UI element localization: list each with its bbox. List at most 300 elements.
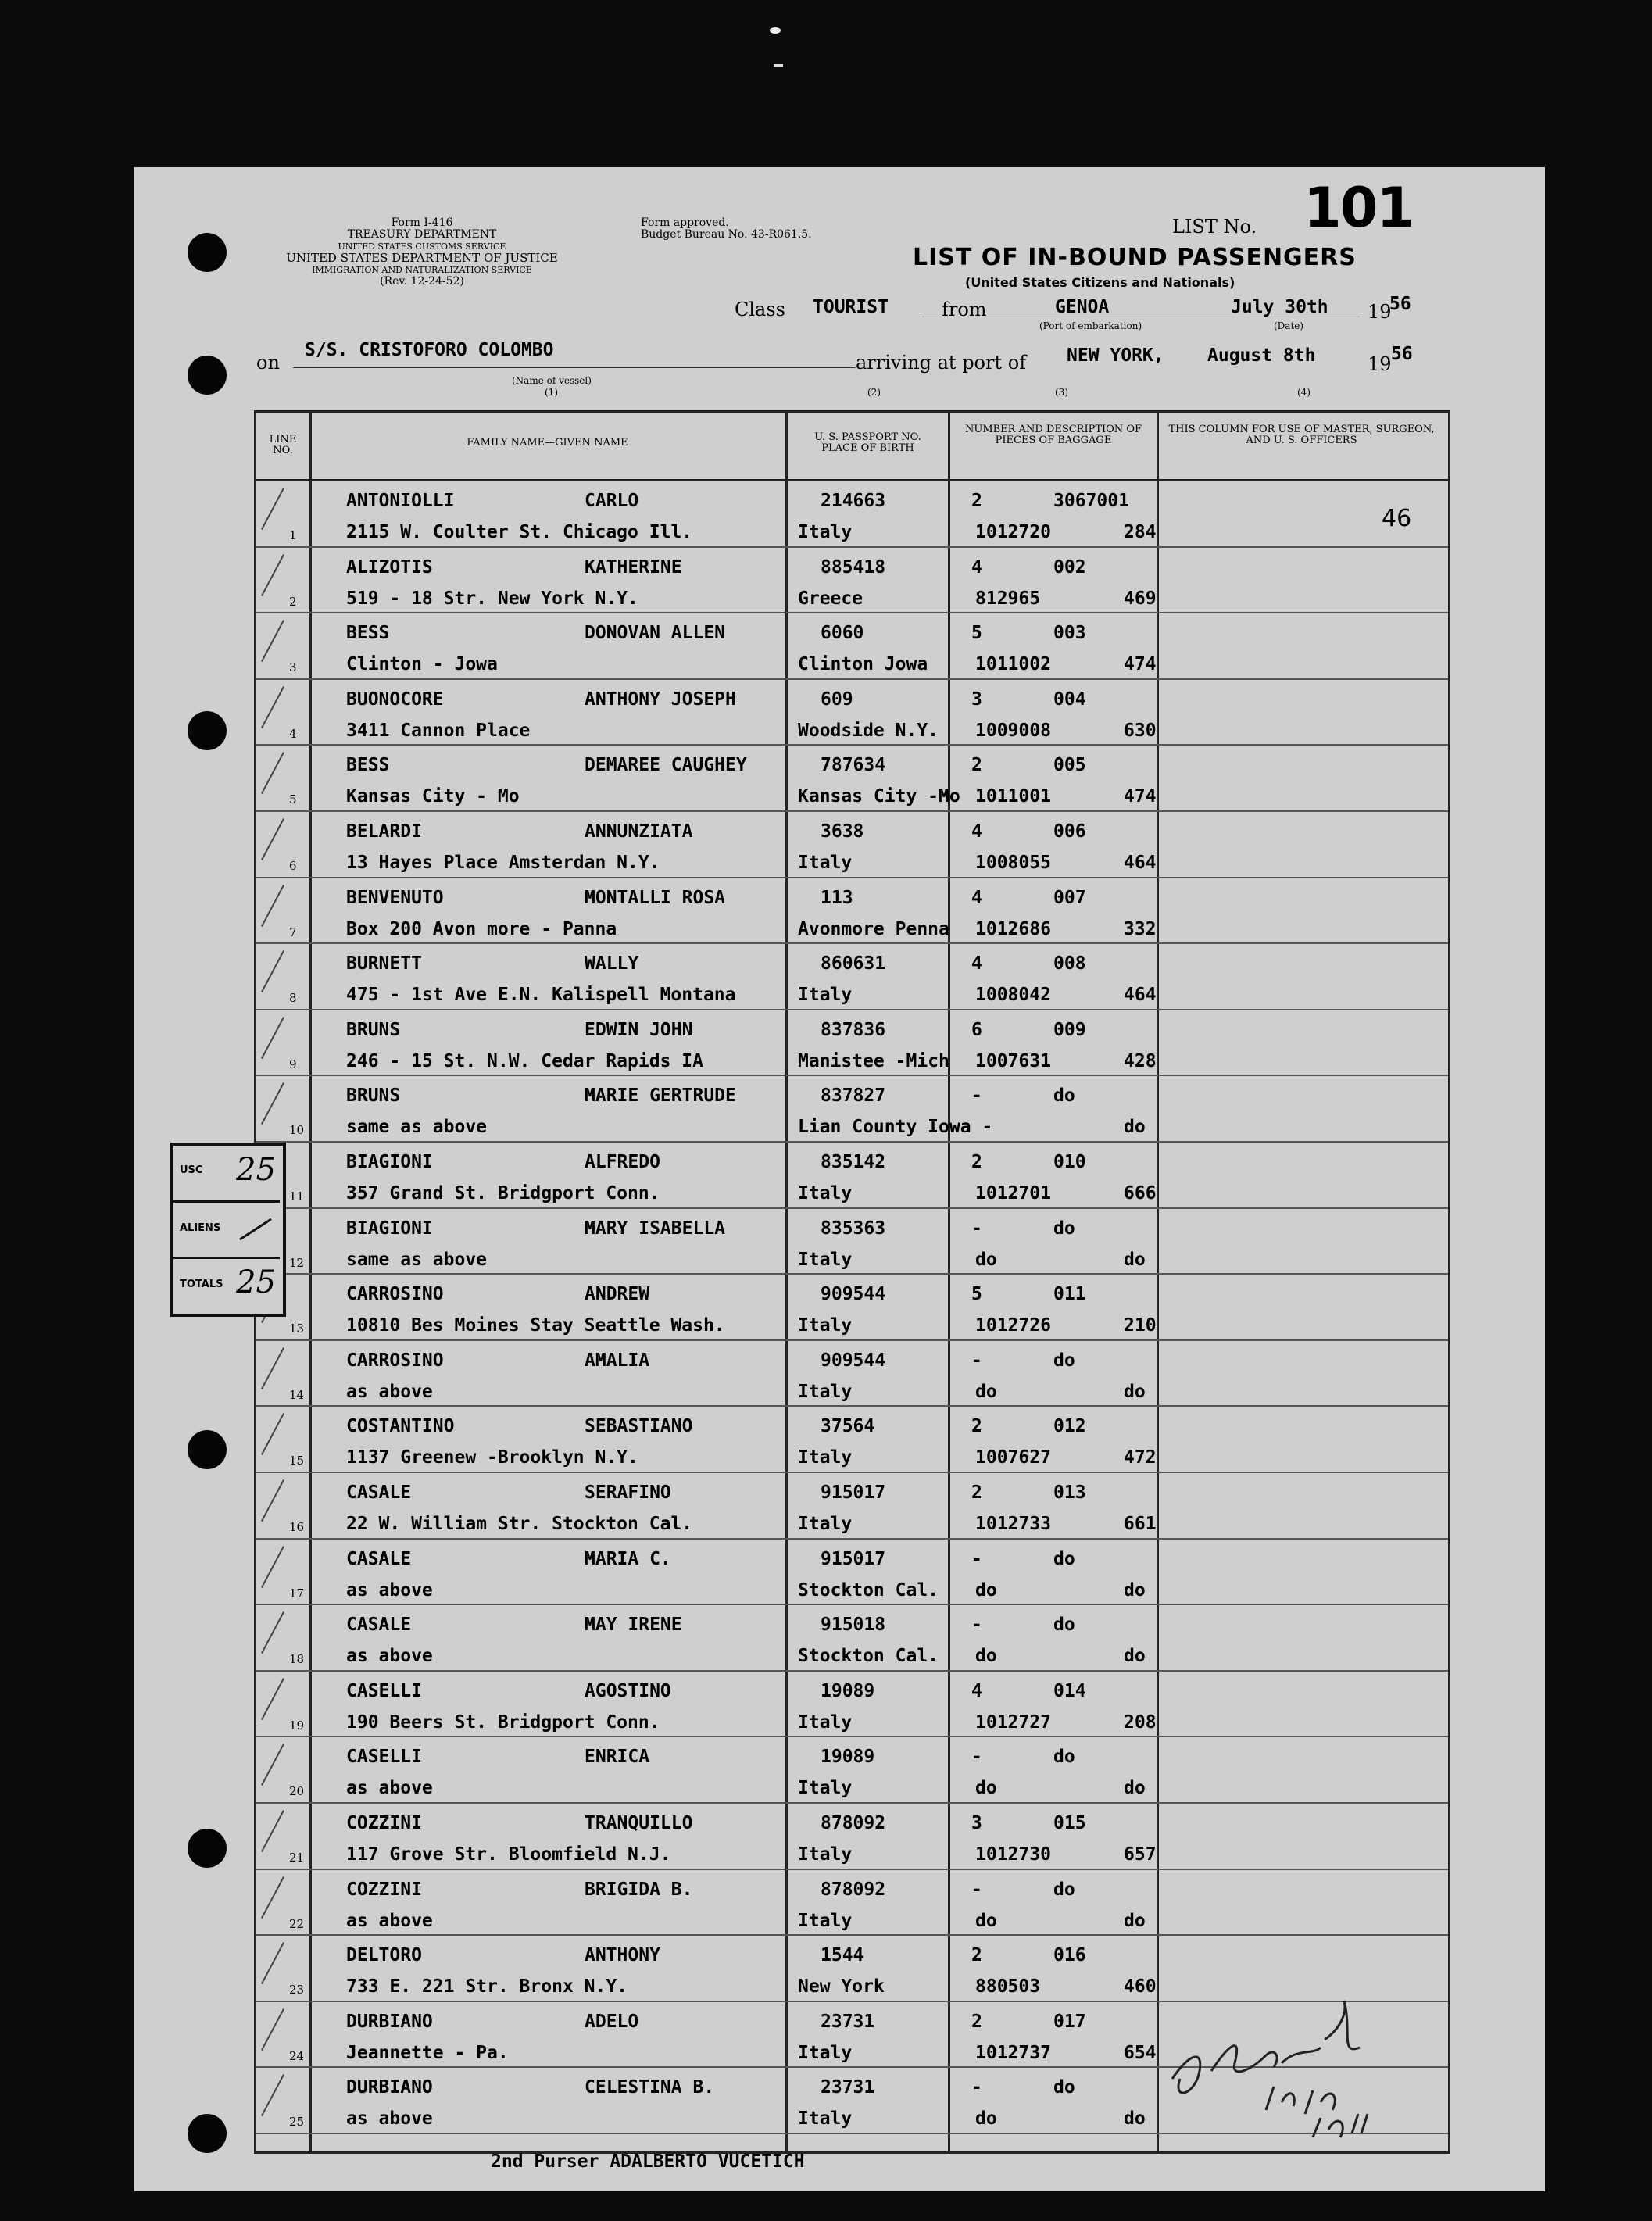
passport-number: 837836: [821, 1019, 886, 1040]
from-label: from: [942, 299, 987, 320]
baggage-desc-1: 015: [1053, 1813, 1086, 1833]
baggage-pieces: -: [971, 1747, 982, 1768]
baggage-desc-2: do: [975, 1778, 997, 1799]
given-name: CELESTINA B.: [585, 2077, 715, 2098]
family-name: BRUNS: [346, 1085, 401, 1107]
baggage-desc-3: do: [1124, 1117, 1146, 1138]
date-caption: (Date): [1274, 320, 1304, 331]
table-row: [256, 746, 1448, 811]
address: 246 - 15 St. N.W. Cedar Rapids IA: [346, 1050, 703, 1071]
check-mark: [261, 1082, 284, 1125]
line-number: 6: [289, 859, 297, 873]
family-name: CASELLI: [346, 1680, 422, 1701]
line-number: 22: [289, 1916, 305, 1931]
line-number: 7: [289, 925, 297, 939]
address: same as above: [346, 1117, 488, 1138]
baggage-desc-3: do: [1124, 1381, 1146, 1402]
baggage-desc-2: 1007627: [975, 1447, 1051, 1468]
address: as above: [346, 1778, 433, 1799]
arrival-date: August 8th: [1207, 345, 1316, 366]
stamp-totals-label: TOTALS: [180, 1279, 223, 1290]
customs-service: UNITED STATES CUSTOMS SERVICE: [338, 241, 506, 252]
family-name: BELARDI: [346, 821, 422, 842]
officer-note: 46: [1382, 505, 1412, 532]
form-dept-block: [254, 217, 590, 288]
baggage-pieces: -: [971, 1615, 982, 1636]
arrival-year: 56: [1391, 344, 1413, 364]
place-of-birth: Clinton Jowa: [798, 654, 928, 675]
passport-number: 835142: [821, 1152, 886, 1172]
family-name: BENVENUTO: [346, 887, 444, 908]
family-name: BIAGIONI: [346, 1152, 433, 1172]
check-mark: [261, 620, 284, 662]
address: as above: [346, 1381, 433, 1402]
col-header-line: LINE NO.: [269, 434, 297, 456]
table-row: [256, 1605, 1448, 1671]
baggage-desc-3: 332: [1124, 918, 1157, 939]
address: 10810 Bes Moines Stay Seattle Wash.: [346, 1315, 725, 1336]
table-row: [256, 1473, 1448, 1539]
family-name: DURBIANO: [346, 2077, 433, 2098]
baggage-desc-1: 012: [1053, 1416, 1086, 1437]
year-prefix: 19: [1368, 301, 1392, 323]
baggage-pieces: -: [971, 2077, 982, 2098]
family-name: CASALE: [346, 1482, 412, 1503]
baggage-desc-1: do: [1053, 1548, 1075, 1569]
check-mark: [261, 1546, 284, 1588]
family-name: CASELLI: [346, 1747, 422, 1768]
check-mark: [261, 554, 284, 596]
line-number: 2: [289, 594, 297, 609]
given-name: CARLO: [585, 491, 639, 511]
table-row: [256, 1407, 1448, 1472]
passport-number: 909544: [821, 1284, 886, 1305]
line-number: 8: [289, 991, 297, 1006]
table-row: [256, 1737, 1448, 1803]
given-name: SERAFINO: [585, 1482, 671, 1503]
baggage-desc-3: 284: [1124, 522, 1157, 542]
given-name: ANTHONY JOSEPH: [585, 688, 736, 710]
baggage-pieces: -: [971, 1218, 982, 1239]
check-mark: [261, 885, 284, 927]
baggage-pieces: 2: [971, 1945, 982, 1966]
budget-bureau: Budget Bureau No. 43-R061.5.: [641, 228, 812, 241]
place-of-birth: Italy: [798, 1711, 853, 1733]
baggage-desc-1: 016: [1053, 1945, 1086, 1966]
place-of-birth: Italy: [798, 1183, 853, 1203]
address: 475 - 1st Ave E.N. Kalispell Montana: [346, 985, 736, 1006]
check-mark: [261, 1611, 284, 1654]
place-of-birth: Woodside N.Y.: [798, 720, 939, 741]
passport-number: 3638: [821, 821, 864, 842]
baggage-desc-1: 014: [1053, 1680, 1086, 1701]
place-of-birth: Italy: [798, 1844, 853, 1865]
baggage-pieces: 4: [971, 556, 982, 578]
baggage-desc-3: do: [1124, 1778, 1146, 1799]
baggage-desc-2: 1008055: [975, 853, 1051, 873]
col-num-3: (3): [1055, 387, 1068, 398]
punch-hole: [188, 356, 227, 395]
place-of-birth: Italy: [798, 853, 853, 873]
class-value: TOURIST: [813, 297, 889, 317]
line-number: 20: [289, 1784, 305, 1799]
passport-number: 878092: [821, 1813, 886, 1833]
passport-number: 860631: [821, 953, 886, 975]
punch-hole: [188, 2114, 227, 2153]
check-mark: [261, 1479, 284, 1522]
family-name: ANTONIOLLI: [346, 491, 455, 511]
table-row: [256, 1540, 1448, 1605]
passport-number: 214663: [821, 491, 886, 511]
table-row: [256, 1870, 1448, 1936]
baggage-desc-2: 1012701: [975, 1183, 1051, 1203]
passport-number: 915017: [821, 1482, 886, 1503]
passport-number: 1544: [821, 1945, 864, 1966]
baggage-desc-2: 812965: [975, 588, 1041, 609]
arrival-port: NEW YORK,: [1067, 345, 1164, 366]
address: 22 W. William Str. Stockton Cal.: [346, 1514, 693, 1534]
inspector-signature: [1157, 1985, 1414, 2141]
col-num-2: (2): [867, 387, 881, 398]
passport-number: 787634: [821, 755, 886, 776]
punch-hole: [188, 233, 227, 272]
line-number: 21: [289, 1851, 305, 1865]
passport-number: 909544: [821, 1350, 886, 1371]
line-number: 1: [289, 528, 297, 542]
place-of-birth: New York: [798, 1976, 885, 1997]
check-mark: [261, 1942, 284, 1984]
justice-dept: UNITED STATES DEPARTMENT OF JUSTICE: [286, 251, 558, 265]
stamp-totals-row: [173, 1258, 280, 1313]
family-name: BIAGIONI: [346, 1218, 433, 1239]
given-name: MONTALLI ROSA: [585, 887, 726, 908]
vessel-underline: [293, 367, 856, 368]
baggage-desc-1: 006: [1053, 821, 1086, 842]
check-mark: [261, 2008, 284, 2051]
address: 733 E. 221 Str. Bronx N.Y.: [346, 1976, 628, 1997]
baggage-desc-2: do: [975, 1249, 997, 1270]
year-value: 56: [1389, 294, 1411, 314]
line-number: 4: [289, 726, 297, 741]
passport-number: 23731: [821, 2011, 875, 2032]
baggage-pieces: 4: [971, 887, 982, 908]
given-name: SEBASTIANO: [585, 1416, 693, 1437]
address: Kansas City - Mo: [346, 786, 520, 807]
baggage-pieces: -: [971, 1879, 982, 1900]
family-name: COSTANTINO: [346, 1416, 455, 1437]
check-mark: [261, 1017, 284, 1059]
baggage-desc-3: do: [1124, 1579, 1146, 1600]
document-title: LIST OF IN-BOUND PASSENGERS: [913, 244, 1357, 271]
baggage-desc-2: 1007631: [975, 1050, 1051, 1071]
check-mark: [261, 1678, 284, 1720]
place-of-birth: Italy: [798, 1315, 853, 1336]
given-name: TRANQUILLO: [585, 1813, 693, 1833]
given-name: DEMAREE CAUGHEY: [585, 755, 747, 776]
baggage-desc-2: 1012727: [975, 1711, 1051, 1733]
baggage-desc-1: 010: [1053, 1152, 1086, 1172]
baggage-desc-2: 1012686: [975, 918, 1051, 939]
line-number: 10: [289, 1123, 305, 1138]
passport-number: 113: [821, 887, 853, 908]
baggage-desc-2: 1008042: [975, 985, 1051, 1006]
baggage-pieces: 3: [971, 688, 982, 710]
baggage-desc-1: 005: [1053, 755, 1086, 776]
given-name: ENRICA: [585, 1747, 650, 1768]
stamp-usc-value: 25: [236, 1152, 276, 1188]
place-of-birth: Manistee -Mich: [798, 1050, 949, 1071]
address: as above: [346, 1910, 433, 1931]
col-header-passport: U. S. PASSPORT NO. PLACE OF BIRTH: [814, 431, 921, 454]
check-mark: [261, 686, 284, 728]
baggage-pieces: 2: [971, 1482, 982, 1503]
baggage-desc-3: 460: [1124, 1976, 1157, 1997]
baggage-desc-2: do: [975, 1910, 997, 1931]
baggage-desc-3: 474: [1124, 786, 1157, 807]
line-number: 5: [289, 792, 297, 807]
address: Clinton - Jowa: [346, 654, 498, 675]
table-row: [256, 1010, 1448, 1076]
place-of-birth: Italy: [798, 1249, 853, 1270]
baggage-pieces: 2: [971, 755, 982, 776]
table-row: [256, 1076, 1448, 1142]
baggage-desc-2: 1012720: [975, 522, 1051, 542]
line-number: 14: [289, 1387, 305, 1402]
col-num-4: (4): [1297, 387, 1311, 398]
totals-stamp: [170, 1143, 286, 1317]
on-label: on: [256, 352, 280, 374]
given-name: ANDREW: [585, 1284, 650, 1305]
baggage-desc-3: 208: [1124, 1711, 1157, 1733]
given-name: ADELO: [585, 2011, 639, 2032]
col-header-baggage: NUMBER AND DESCRIPTION OF PIECES OF BAGGAGE: [964, 424, 1142, 446]
address: Jeannette - Pa.: [346, 2042, 509, 2063]
table-row: [256, 680, 1448, 746]
family-name: CARROSINO: [346, 1284, 444, 1305]
baggage-pieces: 3: [971, 1813, 982, 1833]
place-of-birth: Italy: [798, 2042, 853, 2063]
baggage-pieces: -: [971, 1085, 982, 1107]
given-name: ANNUNZIATA: [585, 821, 693, 842]
address: Box 200 Avon more - Panna: [346, 918, 617, 939]
family-name: DURBIANO: [346, 2011, 433, 2032]
baggage-desc-1: 003: [1053, 623, 1086, 644]
passport-number: 837827: [821, 1085, 886, 1107]
baggage-desc-1: do: [1053, 1747, 1075, 1768]
treasury-dept: TREASURY DEPARTMENT: [347, 228, 497, 241]
baggage-desc-1: do: [1053, 1218, 1075, 1239]
baggage-desc-3: 666: [1124, 1183, 1157, 1203]
family-name: ALIZOTIS: [346, 556, 433, 578]
table-row: [256, 613, 1448, 679]
baggage-desc-1: 013: [1053, 1482, 1086, 1503]
line-number: 9: [289, 1057, 297, 1071]
stamp-aliens-label: ALIENS: [180, 1222, 221, 1234]
baggage-pieces: 4: [971, 953, 982, 975]
check-mark: [261, 950, 284, 992]
given-name: MARY ISABELLA: [585, 1218, 726, 1239]
baggage-desc-2: 880503: [975, 1976, 1041, 1997]
baggage-desc-2: 1012730: [975, 1844, 1051, 1865]
table-row: [256, 1672, 1448, 1737]
table-row: [256, 481, 1448, 547]
baggage-desc-1: do: [1053, 1350, 1075, 1371]
baggage-desc-3: 210: [1124, 1315, 1157, 1336]
given-name: MARIE GERTRUDE: [585, 1085, 736, 1107]
place-of-birth: Lian County Iowa -: [798, 1117, 993, 1138]
address: 13 Hayes Place Amsterdan N.Y.: [346, 853, 660, 873]
baggage-desc-3: 472: [1124, 1447, 1157, 1468]
table-row: [256, 944, 1448, 1010]
check-mark: [261, 752, 284, 794]
family-name: DELTORO: [346, 1945, 422, 1966]
place-of-birth: Italy: [798, 1447, 853, 1468]
departure-date: July 30th: [1231, 297, 1328, 317]
baggage-desc-2: 1011002: [975, 654, 1051, 675]
table-row: [256, 812, 1448, 878]
stamp-usc-label: USC: [180, 1164, 203, 1176]
line-number: 3: [289, 660, 297, 675]
baggage-desc-1: 011: [1053, 1284, 1086, 1305]
given-name: AGOSTINO: [585, 1680, 671, 1701]
passport-number: 915017: [821, 1548, 886, 1569]
address: as above: [346, 2108, 433, 2130]
baggage-desc-2: 1012737: [975, 2042, 1051, 2063]
line-number: 16: [289, 1520, 305, 1534]
speck-mark: [770, 27, 781, 34]
address: as above: [346, 1646, 433, 1667]
baggage-desc-1: do: [1053, 1615, 1075, 1636]
place-of-birth: Stockton Cal.: [798, 1646, 939, 1667]
baggage-desc-2: do: [975, 1646, 997, 1667]
passport-number: 19089: [821, 1747, 875, 1768]
check-mark: [261, 1876, 284, 1919]
given-name: DONOVAN ALLEN: [585, 623, 726, 644]
given-name: KATHERINE: [585, 556, 682, 578]
family-name: COZZINI: [346, 1879, 422, 1900]
address: 519 - 18 Str. New York N.Y.: [346, 588, 638, 609]
passport-number: 23731: [821, 2077, 875, 2098]
baggage-desc-2: 1012733: [975, 1514, 1051, 1534]
baggage-desc-3: 428: [1124, 1050, 1157, 1071]
passport-number: 6060: [821, 623, 864, 644]
address: 190 Beers St. Bridgport Conn.: [346, 1711, 660, 1733]
address: same as above: [346, 1249, 488, 1270]
family-name: COZZINI: [346, 1813, 422, 1833]
baggage-desc-2: do: [975, 2108, 997, 2130]
given-name: EDWIN JOHN: [585, 1019, 693, 1040]
passport-number: 19089: [821, 1680, 875, 1701]
baggage-pieces: 5: [971, 623, 982, 644]
check-mark: [261, 2074, 284, 2116]
check-mark: [261, 1744, 284, 1786]
baggage-desc-1: do: [1053, 2077, 1075, 2098]
punch-hole: [188, 1430, 227, 1469]
table-row: [256, 1275, 1448, 1340]
baggage-desc-1: 017: [1053, 2011, 1086, 2032]
col-header-officers: THIS COLUMN FOR USE OF MASTER, SURGEON, AND U. S. OFFICERS: [1168, 424, 1435, 446]
check-mark: [261, 818, 284, 860]
baggage-pieces: 5: [971, 1284, 982, 1305]
stamp-usc-row: [173, 1146, 280, 1203]
table-row: [256, 1143, 1448, 1208]
family-name: BUONOCORE: [346, 688, 444, 710]
family-name: BESS: [346, 623, 390, 644]
arrival-year-prefix: 19: [1368, 353, 1392, 375]
baggage-desc-3: do: [1124, 1249, 1146, 1270]
given-name: MAY IRENE: [585, 1615, 682, 1636]
baggage-desc-3: 464: [1124, 985, 1157, 1006]
baggage-desc-3: do: [1124, 1910, 1146, 1931]
given-name: AMALIA: [585, 1350, 650, 1371]
address: 2115 W. Coulter St. Chicago Ill.: [346, 522, 693, 542]
baggage-desc-3: 654: [1124, 2042, 1157, 2063]
address: 3411 Cannon Place: [346, 720, 531, 741]
form-approved-block: [641, 217, 812, 241]
baggage-desc-1: do: [1053, 1085, 1075, 1107]
family-name: BURNETT: [346, 953, 422, 975]
place-of-birth: Italy: [798, 1778, 853, 1799]
baggage-pieces: 4: [971, 1680, 982, 1701]
speck-mark: [774, 64, 783, 67]
line-number: 11: [289, 1189, 305, 1203]
family-name: CASALE: [346, 1615, 412, 1636]
line-number: 18: [289, 1652, 305, 1667]
vessel-name: S/S. CRISTOFORO COLOMBO: [305, 340, 554, 360]
punch-hole: [188, 1829, 227, 1868]
baggage-pieces: -: [971, 1350, 982, 1371]
table-row: [256, 1209, 1448, 1275]
baggage-desc-1: 3067001: [1053, 491, 1129, 511]
baggage-pieces: 2: [971, 2011, 982, 2032]
address: 117 Grove Str. Bloomfield N.J.: [346, 1844, 671, 1865]
check-mark: [261, 1810, 284, 1852]
arriving-label: arriving at port of: [856, 352, 1027, 374]
stamp-aliens-row: [173, 1202, 280, 1259]
baggage-desc-3: 657: [1124, 1844, 1157, 1865]
line-number: 12: [289, 1255, 305, 1270]
address: 1137 Greenew -Brooklyn N.Y.: [346, 1447, 638, 1468]
given-name: MARIA C.: [585, 1548, 671, 1569]
line-number: 24: [289, 2048, 305, 2063]
baggage-desc-3: 630: [1124, 720, 1157, 741]
baggage-desc-1: 007: [1053, 887, 1086, 908]
baggage-desc-2: 1011001: [975, 786, 1051, 807]
baggage-pieces: 2: [971, 1152, 982, 1172]
check-mark: [261, 488, 284, 530]
baggage-pieces: 6: [971, 1019, 982, 1040]
place-of-birth: Italy: [798, 985, 853, 1006]
form-number: Form I-416: [391, 216, 453, 229]
address: 357 Grand St. Bridgport Conn.: [346, 1183, 660, 1203]
passport-number: 609: [821, 688, 853, 710]
family-name: BRUNS: [346, 1019, 401, 1040]
baggage-desc-1: 009: [1053, 1019, 1086, 1040]
baggage-desc-3: 469: [1124, 588, 1157, 609]
line-number: 25: [289, 2115, 305, 2130]
baggage-desc-2: do: [975, 1579, 997, 1600]
baggage-desc-2: do: [975, 1381, 997, 1402]
table-row: [256, 1341, 1448, 1407]
given-name: ANTHONY: [585, 1945, 660, 1966]
place-of-birth: Italy: [798, 522, 853, 542]
baggage-desc-3: 474: [1124, 654, 1157, 675]
baggage-desc-1: do: [1053, 1879, 1075, 1900]
line-number: 15: [289, 1454, 305, 1468]
ins-service: IMMIGRATION AND NATURALIZATION SERVICE: [312, 265, 532, 275]
passenger-table: [254, 410, 1450, 2154]
passport-number: 37564: [821, 1416, 875, 1437]
